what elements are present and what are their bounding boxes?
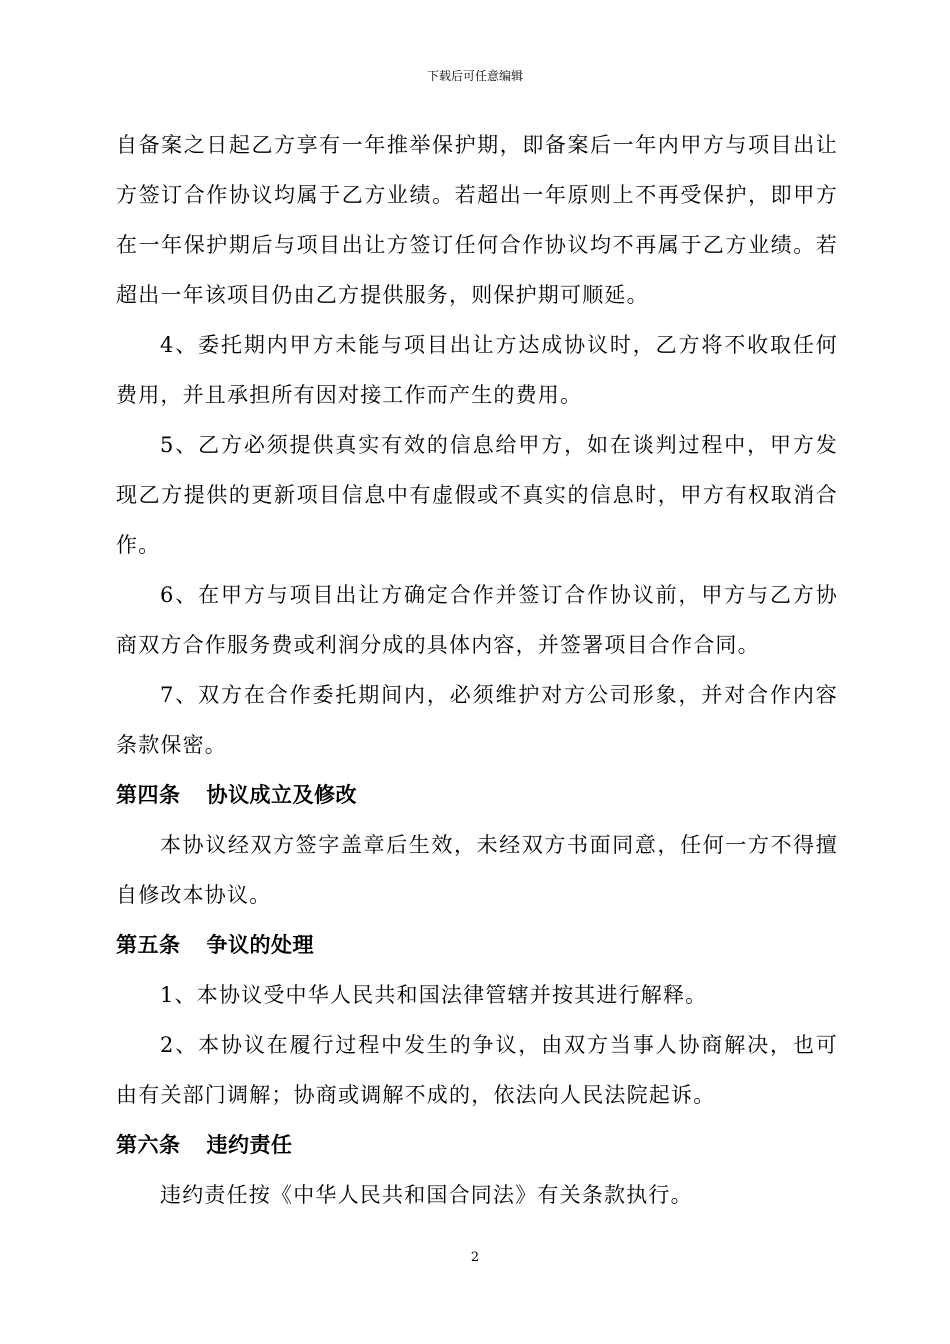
page-number: 2 (470, 1250, 480, 1265)
document-body (116, 120, 838, 1220)
paragraph-item-7: 7、双方在合作委托期间内，必须维护对方公司形象，并对合作内容条款保密。 (116, 683, 838, 757)
section-title: 争议的处理 (206, 932, 314, 957)
paragraph-item-5: 5、乙方必须提供真实有效的信息给甲方，如在谈判过程中，甲方发现乙方提供的更新项目信息中有虚假或不真实的信息时，甲方有权取消合作。 (116, 433, 838, 557)
section-title: 违约责任 (206, 1132, 293, 1157)
section-number: 第四条 (116, 782, 181, 807)
section-heading-6 (116, 1120, 838, 1170)
page-header: 下载后可任意编辑 (426, 69, 523, 83)
section-6-body: 违约责任按《中华人民共和国合同法》有关条款执行。 (160, 1183, 693, 1207)
section-heading-4 (116, 770, 838, 820)
paragraph-item-4: 4、委托期内甲方未能与项目出让方达成协议时，乙方将不收取任何费用，并且承担所有因对接工作而产生的费用。 (116, 333, 838, 407)
paragraph-item-6: 6、在甲方与项目出让方确定合作并签订合作协议前，甲方与乙方协商双方合作服务费或利润分成的具体内容，并签署项目合作合同。 (116, 583, 838, 657)
paragraph-protection-period: 自备案之日起乙方享有一年推举保护期，即备案后一年内甲方与项目出让方签订合作协议均属于乙方业绩。若超出一年原则上不再受保护，即甲方在一年保护期后与项目出让方签订任何合作协议均不再属于乙方业绩。若超出一年该项目仍由乙方提供服务，则保护期可顺延。 (116, 133, 838, 307)
section-number: 第六条 (116, 1132, 181, 1157)
section-heading-5 (116, 920, 838, 970)
section-5-item-2: 2、本协议在履行过程中发生的争议，由双方当事人协商解决，也可由有关部门调解；协商或调解不成的，依法向人民法院起诉。 (116, 1033, 838, 1107)
section-title: 协议成立及修改 (206, 782, 357, 807)
section-5-item-1: 1、本协议受中华人民共和国法律管辖并按其进行解释。 (160, 983, 708, 1007)
section-number: 第五条 (116, 932, 181, 957)
section-4-body: 本协议经双方签字盖章后生效，未经双方书面同意，任何一方不得擅自修改本协议。 (116, 833, 838, 907)
